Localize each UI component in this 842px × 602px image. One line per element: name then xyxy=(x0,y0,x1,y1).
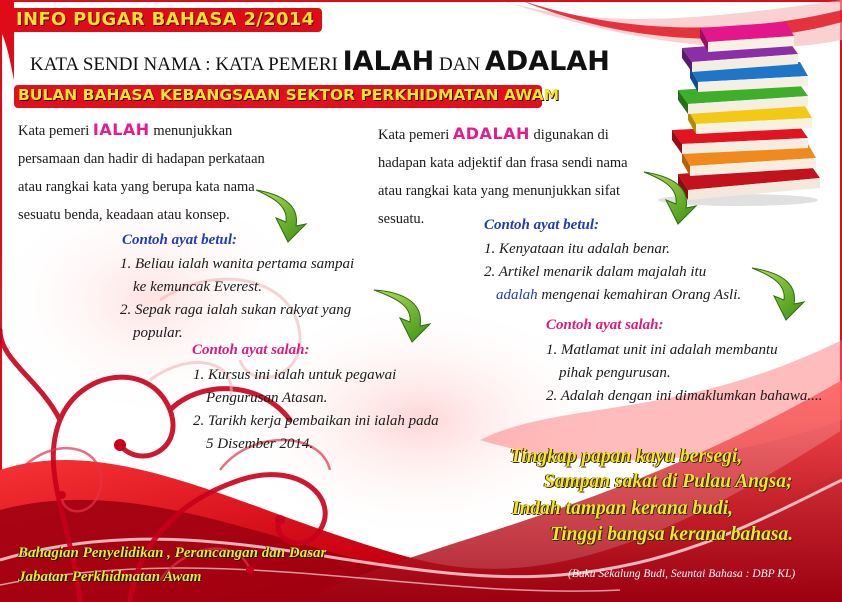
list-item: 2. Tarikh kerja pembaikan ini ialah pada xyxy=(193,413,439,429)
footer-department: Jabatan Perkhidmatan Awam xyxy=(18,569,202,585)
page-title-ialah: IALAH xyxy=(342,46,435,77)
list-item: 2. Sepak raga ialah sukan rakyat yang xyxy=(120,302,352,318)
list-item: ke kemuncak Everest. xyxy=(133,279,262,295)
ialah-intro-prefix: Kata pemeri xyxy=(18,123,93,139)
ialah-correct-list xyxy=(120,253,354,345)
highlighted-word: adalah xyxy=(496,287,538,303)
adalah-intro-line-3: atau rangkai kata yang menunjukkan sifat xyxy=(378,183,620,199)
adalah-intro-prefix: Kata pemeri xyxy=(378,127,453,143)
list-item xyxy=(484,284,741,307)
list-item: 2. Adalah dengan ini dimaklumkan bahawa.... xyxy=(546,388,823,404)
adalah-correct-list xyxy=(484,238,741,307)
curved-arrow-icon xyxy=(250,184,312,244)
pantun-line-3: Indah tampan kerana budi, xyxy=(512,498,734,519)
list-item: 1. Kursus ini ialah untuk pegawai xyxy=(193,367,397,383)
curved-arrow-icon xyxy=(640,166,702,226)
pantun-line-2: Sampan sakat di Pulau Angsa; xyxy=(544,471,793,492)
list-item: popular. xyxy=(133,325,183,341)
list-item: pihak pengurusan. xyxy=(559,365,671,381)
ialah-keyword: IALAH xyxy=(92,120,150,139)
adalah-correct-heading: Contoh ayat betul: xyxy=(484,217,600,233)
list-item: 1. Kenyataan itu adalah benar. xyxy=(484,241,670,257)
list-item: 1. Beliau ialah wanita pertama sampai xyxy=(120,256,355,272)
list-item: 2. Artikel menarik dalam majalah itu xyxy=(484,264,707,280)
pantun-line-4: Tinggi bangsa kerana bahasa. xyxy=(550,524,794,545)
pantun-source: (Buku Sekalung Budi, Seuntai Bahasa : DBP KL) xyxy=(568,568,796,580)
ialah-intro-line-2: persamaan dan hadir di hadapan perkataan xyxy=(18,151,265,167)
list-item: 1. Matlamat unit ini adalah membantu xyxy=(546,342,778,358)
curved-arrow-icon xyxy=(748,262,810,322)
ialah-correct-heading: Contoh ayat betul: xyxy=(122,232,238,248)
page-title-prefix: KATA SENDI NAMA : KATA PEMERI xyxy=(30,54,343,75)
list-item-rest: mengenai kemahiran Orang Asli. xyxy=(537,287,742,303)
campaign-title: BULAN BAHASA KEBANGSAAN SEKTOR PERKHIDMATAN AWAM xyxy=(18,86,560,104)
ialah-wrong-heading: Contoh ayat salah: xyxy=(192,342,310,358)
page-title-adalah: ADALAH xyxy=(484,46,610,77)
page-title xyxy=(30,46,610,77)
ialah-intro-line-3: atau rangkai kata yang berupa kata nama xyxy=(18,179,255,195)
info-title: INFO PUGAR BAHASA 2/2014 xyxy=(10,8,322,32)
adalah-intro-line-2: hadapan kata adjektif dan frasa sendi nama xyxy=(378,155,628,171)
ialah-wrong-list xyxy=(193,364,439,456)
list-item: Pengurusan Atasan. xyxy=(206,390,328,406)
ialah-intro-line-4: sesuatu benda, keadaan atau konsep. xyxy=(18,207,230,223)
adalah-intro-line-4: sesuatu. xyxy=(378,211,425,227)
curved-arrow-icon xyxy=(370,284,436,344)
adalah-wrong-list xyxy=(546,339,822,408)
list-item: 5 Disember 2014. xyxy=(206,436,314,452)
page-title-middle: DAN xyxy=(434,54,485,75)
pantun-line-1: Tingkap papan kayu bersegi, xyxy=(510,446,743,467)
adalah-intro-line-1: digunakan di xyxy=(529,127,609,143)
footer-division: Bahagian Penyelidikan , Perancangan dan Dasar xyxy=(18,545,327,561)
adalah-wrong-heading: Contoh ayat salah: xyxy=(546,317,664,333)
adalah-keyword: ADALAH xyxy=(452,124,530,143)
ialah-intro-line-1: menunjukkan xyxy=(149,123,233,139)
